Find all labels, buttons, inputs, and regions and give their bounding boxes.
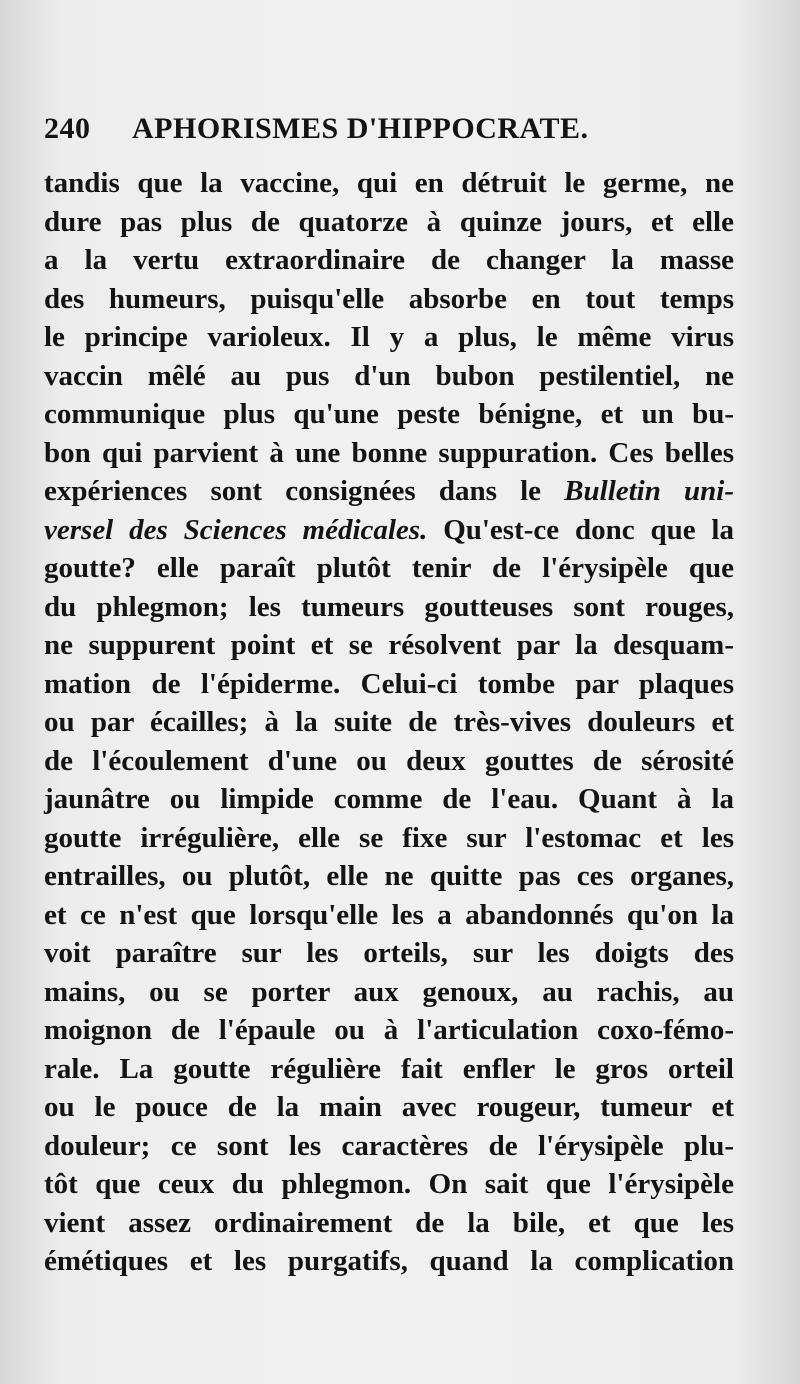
text-line: goutte irrégulière, elle se fixe sur l'estomac et les: [44, 821, 734, 854]
text-line: mains, ou se porter aux genoux, au rachis, au: [44, 975, 734, 1008]
text-line: voit paraître sur les orteils, sur les doigts des: [44, 937, 734, 969]
text-line: jaunâtre ou limpide comme de l'eau. Quant à la: [44, 783, 734, 815]
text-line: du phlegmon; les tumeurs goutteuses sont rouges,: [44, 590, 734, 623]
text-line: moignon de l'épaule ou à l'articulation coxo-fémo-: [44, 1014, 734, 1046]
text-line: a la vertu extraordinaire de changer la masse: [44, 244, 734, 276]
text-line: communique plus qu'une peste bénigne, et un bu-: [44, 398, 734, 430]
text-line: entrailles, ou plutôt, elle ne quitte pas ces organes,: [44, 860, 734, 892]
text-line: ou par écailles; à la suite de très-vives douleurs et: [44, 706, 734, 738]
text-line: de l'écoulement d'une ou deux gouttes de sérosité: [44, 744, 734, 777]
running-title: APHORISMES D'HIPPOCRATE.: [132, 112, 589, 145]
text-line: vaccin mêlé au pus d'un bubon pestilentiel, ne: [44, 359, 734, 392]
text-line: tôt que ceux du phlegmon. On sait que l'érysipèle: [44, 1168, 734, 1200]
text-line: goutte? elle paraît plutôt tenir de l'érysipèle que: [44, 552, 734, 584]
text-line: douleur; ce sont les caractères de l'érysipèle plu-: [44, 1129, 734, 1162]
text-line: vient assez ordinairement de la bile, et que les: [44, 1206, 734, 1239]
text-line: [44, 511, 734, 550]
text-line: mation de l'épiderme. Celui-ci tombe par plaques: [44, 667, 734, 700]
text-line: dure pas plus de quatorze à quinze jours, et elle: [44, 205, 734, 238]
text-line: [44, 472, 734, 511]
page-header: [44, 112, 744, 152]
text-span: Qu'est-ce donc que la: [427, 513, 734, 546]
italic-title: Bulletin uni-: [564, 475, 735, 507]
page-number: 240: [44, 112, 91, 145]
text-line: le principe varioleux. Il y a plus, le même virus: [44, 321, 734, 353]
text-line: des humeurs, puisqu'elle absorbe en tout temps: [44, 282, 734, 315]
italic-title: versel des Sciences médicales.: [44, 513, 428, 546]
text-line: et ce n'est que lorsqu'elle les a abandonnés qu'on la: [44, 898, 734, 931]
text-line: ne suppurent point et se résolvent par la desquam-: [44, 629, 734, 661]
text-line: rale. La goutte régulière fait enfler le gros orteil: [44, 1052, 734, 1085]
text-line: bon qui parvient à une bonne suppuration. Ces belles: [44, 436, 734, 469]
text-line: ou le pouce de la main avec rougeur, tumeur et: [44, 1091, 734, 1123]
body-text: [44, 164, 734, 1281]
text-line: émétiques et les purgatifs, quand la complication: [44, 1245, 734, 1277]
text-line: tandis que la vaccine, qui en détruit le germe, ne: [44, 167, 734, 199]
text-span: expériences sont consignées dans le: [44, 475, 565, 507]
